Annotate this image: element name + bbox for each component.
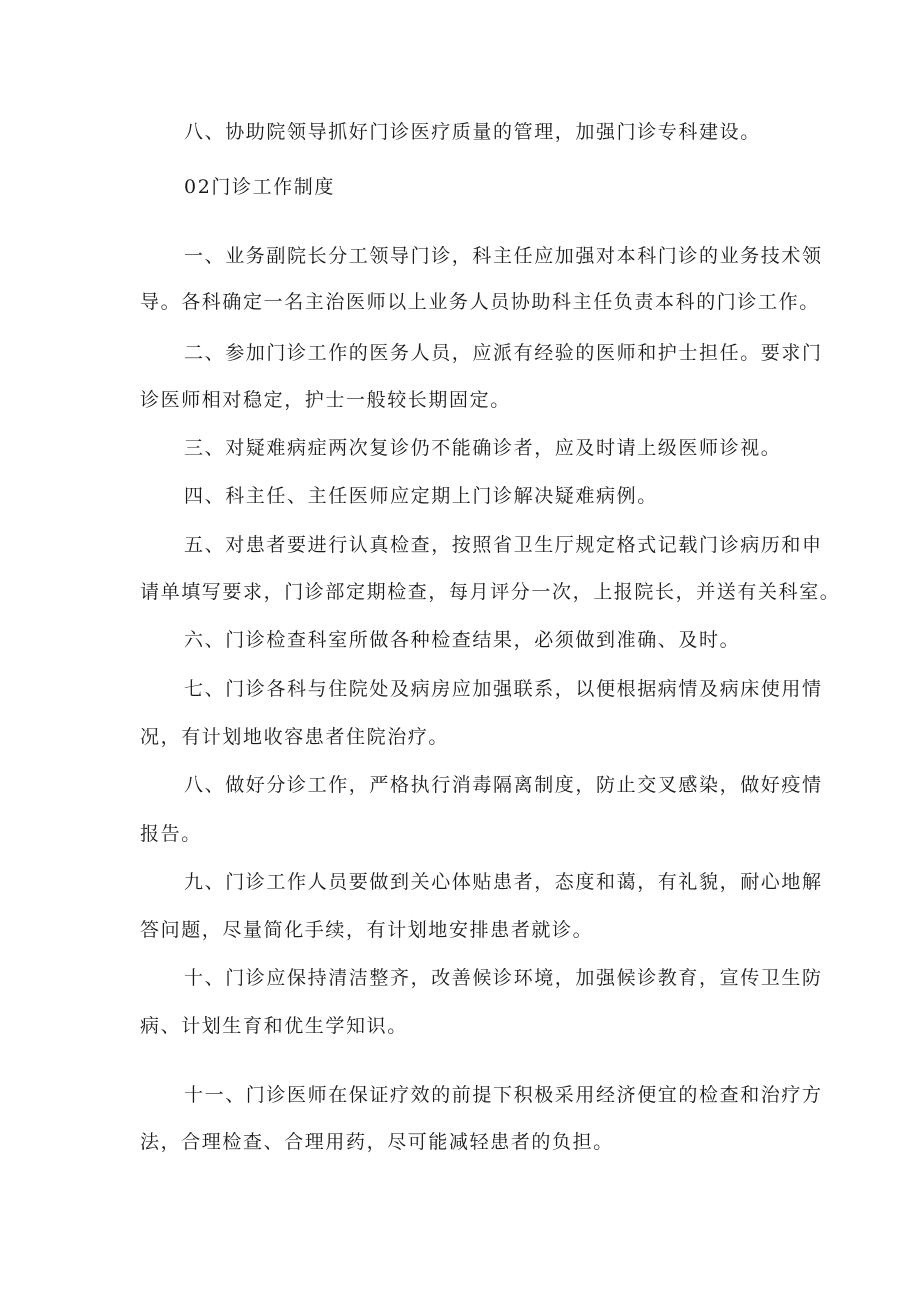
rule-3-line-1: 三、对疑难病症两次复诊仍不能确诊者，应及时请上级医师诊视。 [184, 437, 782, 459]
section-heading: 02门诊工作制度 [184, 176, 335, 198]
rule-11-line-1: 十一、门诊医师在保证疗效的前提下积极采用经济便宜的检查和治疗方 [184, 1084, 823, 1106]
rule-1-line-2: 导。各科确定一名主治医师以上业务人员协助科主任负责本科的门诊工作。 [140, 291, 820, 313]
article-8-text: 八、协助院领导抓好门诊医疗质量的管理，加强门诊专科建设。 [184, 121, 761, 143]
rule-4-line-1: 四、科主任、主任医师应定期上门诊解决疑难病例。 [184, 485, 658, 507]
rule-9-line-2: 答问题，尽量简化手续，有计划地安排患者就诊。 [140, 919, 594, 941]
rule-5-line-1: 五、对患者要进行认真检查，按照省卫生厅规定格式记载门诊病历和申 [184, 534, 823, 556]
rule-11-line-2: 法，合理检查、合理用药，尽可能减轻患者的负担。 [140, 1131, 614, 1153]
rule-2-line-2: 诊医师相对稳定，护士一般较长期固定。 [140, 389, 511, 411]
rule-10-line-2: 病、计划生育和优生学知识。 [140, 1015, 408, 1037]
rule-6-line-1: 六、门诊检查科室所做各种检查结果，必须做到准确、及时。 [184, 629, 741, 651]
rule-9-line-1: 九、门诊工作人员要做到关心体贴患者，态度和蔼，有礼貌，耐心地解 [184, 871, 823, 893]
rule-2-line-1: 二、参加门诊工作的医务人员，应派有经验的医师和护士担任。要求门 [184, 342, 823, 364]
rule-10-line-1: 十、门诊应保持清洁整齐，改善候诊环境，加强候诊教育，宣传卫生防 [184, 967, 823, 989]
rule-8-line-1: 八、做好分诊工作，严格执行消毒隔离制度，防止交叉感染，做好疫情 [184, 774, 823, 796]
rule-1-line-1: 一、业务副院长分工领导门诊，科主任应加强对本科门诊的业务技术领 [184, 245, 823, 267]
rule-8-line-2: 报告。 [140, 823, 202, 845]
rule-7-line-1: 七、门诊各科与住院处及病房应加强联系，以便根据病情及病床使用情 [184, 678, 823, 700]
rule-7-line-2: 况，有计划地收容患者住院治疗。 [140, 726, 450, 748]
rule-5-line-2: 请单填写要求，门诊部定期检查，每月评分一次，上报院长，并送有关科室。 [140, 581, 841, 603]
